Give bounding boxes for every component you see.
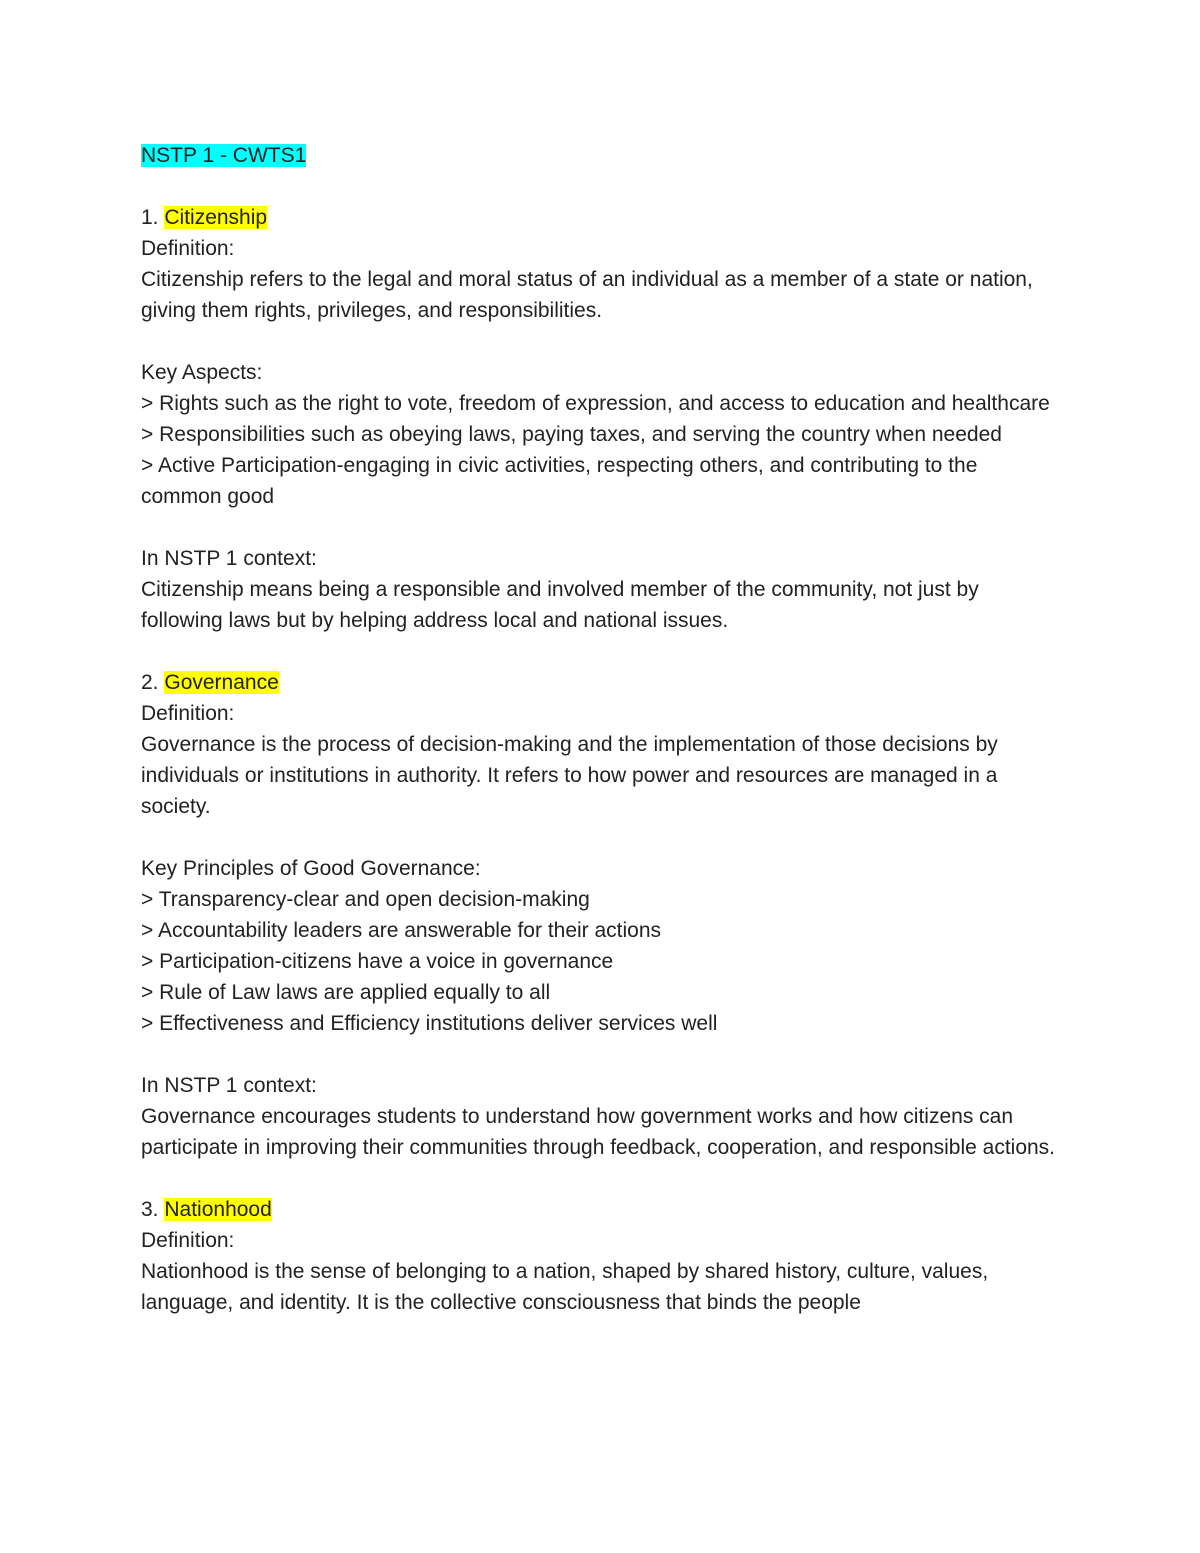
context-text: Governance encourages students to understand how government works and how citizens can participate in improving their communities through feedback, cooperation, and responsible actions. (141, 1105, 1056, 1159)
context-text: Citizenship means being a responsible and involved member of the community, not just by following laws but by helping address local and national issues. (141, 578, 985, 632)
section-citizenship (141, 202, 1061, 636)
section-governance (141, 667, 1061, 1163)
document-title-line (141, 140, 1061, 171)
list-item: > Active Participation-engaging in civic activities, respecting others, and contributing to the common good (141, 454, 984, 508)
section-heading (141, 1194, 1061, 1225)
list-item: > Transparency-clear and open decision-making (141, 888, 590, 911)
section-term: Citizenship (164, 206, 268, 229)
definition-label: Definition: (141, 237, 235, 260)
section-nationhood (141, 1194, 1061, 1318)
section-heading (141, 667, 1061, 698)
list-item: > Responsibilities such as obeying laws, paying taxes, and serving the country when needed (141, 423, 1002, 446)
list-item: > Effectiveness and Efficiency institutions deliver services well (141, 1012, 718, 1035)
section-heading (141, 202, 1061, 233)
list-item: > Accountability leaders are answerable for their actions (141, 919, 662, 942)
spacer (141, 1039, 1061, 1070)
definition-text: Citizenship refers to the legal and moral status of an individual as a member of a state or nation, giving them rights, privileges, and responsibilities. (141, 268, 1039, 322)
definition-text: Governance is the process of decision-making and the implementation of those decisions by individuals or institutions in authority. It refers to how power and resources are managed in a society. (141, 733, 1004, 818)
section-number: 1. (141, 206, 165, 229)
section-number: 2. (141, 671, 165, 694)
document-page (141, 140, 1061, 1318)
context-label: In NSTP 1 context: (141, 1074, 317, 1097)
spacer (141, 822, 1061, 853)
spacer (141, 636, 1061, 667)
section-number: 3. (141, 1198, 165, 1221)
list-item: > Rights such as the right to vote, freedom of expression, and access to education and healthcare (141, 392, 1050, 415)
spacer (141, 512, 1061, 543)
definition-text: Nationhood is the sense of belonging to a nation, shaped by shared history, culture, values, language, and identity. It is the collective consciousness that binds the people (141, 1260, 995, 1314)
definition-label: Definition: (141, 702, 235, 725)
section-term: Nationhood (164, 1198, 272, 1221)
spacer (141, 171, 1061, 202)
section-term: Governance (164, 671, 279, 694)
list-label: Key Principles of Good Governance: (141, 857, 481, 880)
context-label: In NSTP 1 context: (141, 547, 317, 570)
spacer (141, 1163, 1061, 1194)
list-item: > Rule of Law laws are applied equally to all (141, 981, 551, 1004)
list-item: > Participation-citizens have a voice in governance (141, 950, 614, 973)
spacer (141, 326, 1061, 357)
definition-label: Definition: (141, 1229, 235, 1252)
list-label: Key Aspects: (141, 361, 263, 384)
document-title: NSTP 1 - CWTS1 (141, 144, 307, 167)
